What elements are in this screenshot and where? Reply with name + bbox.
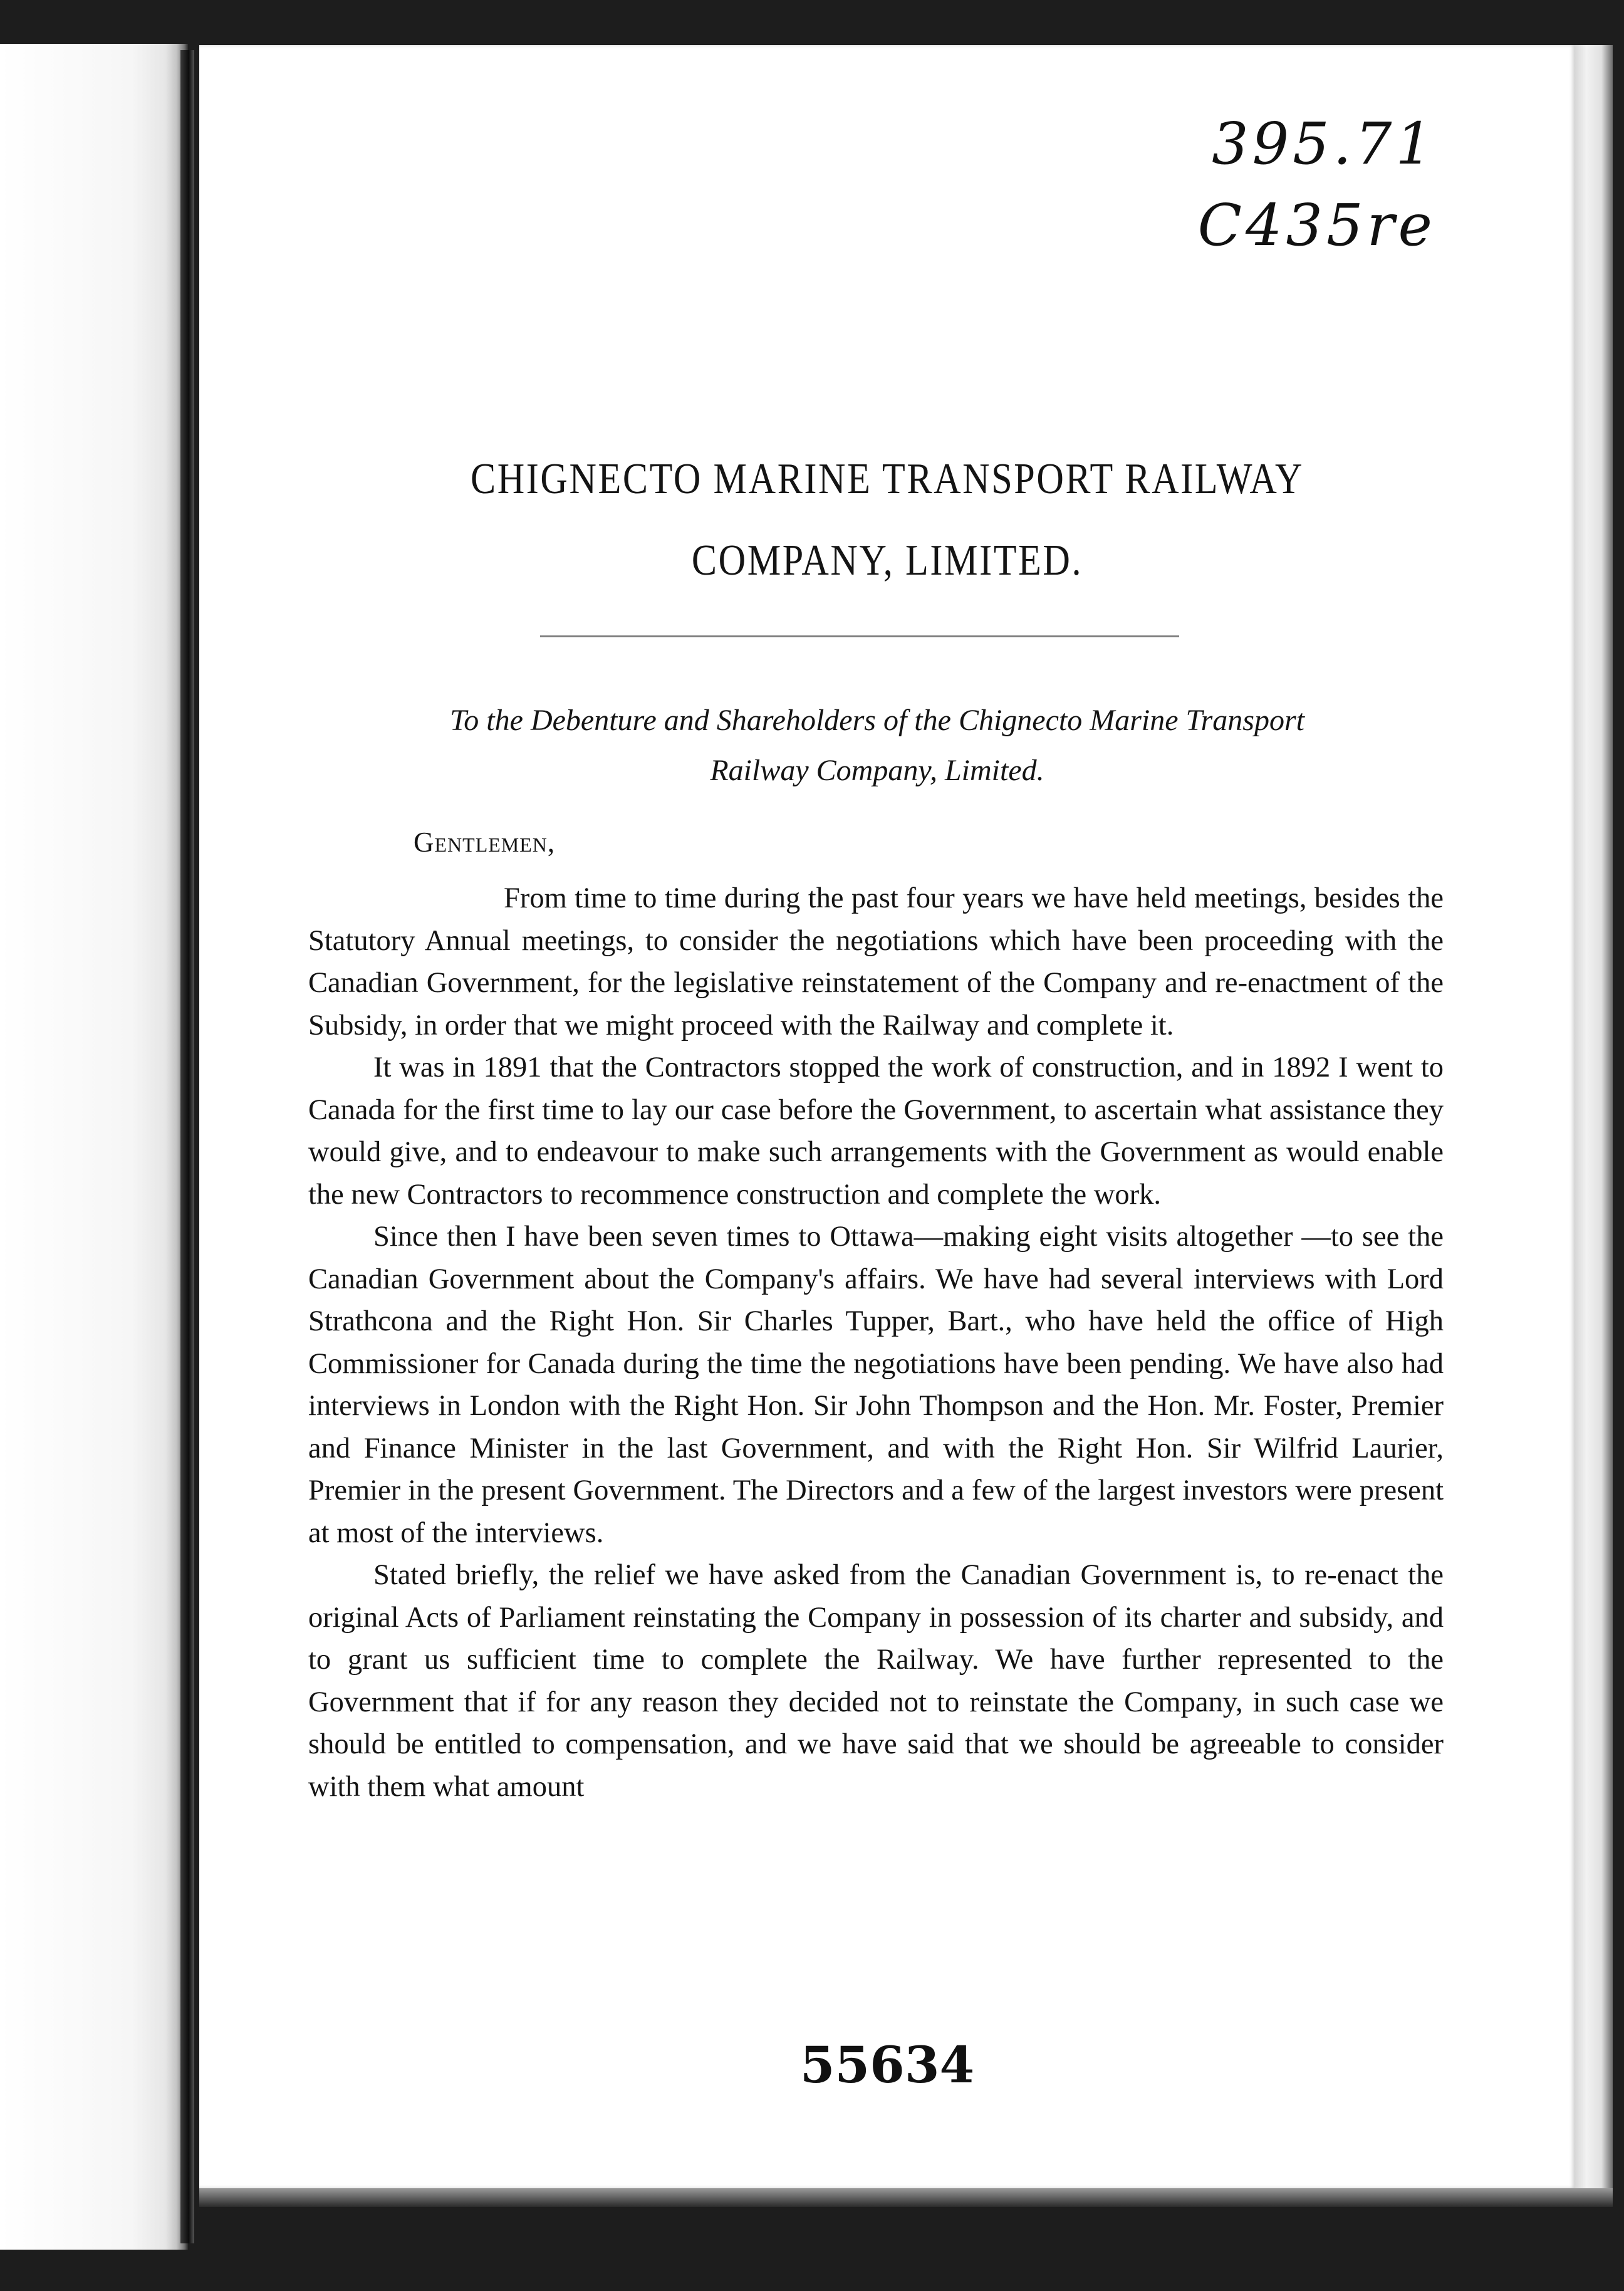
- binding-gutter: [180, 50, 194, 2243]
- title-line-1: CHIGNECTO MARINE TRANSPORT RAILWAY: [470, 455, 1304, 503]
- paragraph-3: Since then I have been seven times to Ottawa—making eight visits altogether —to see the Canadian Government about the Company's affairs. We have had several interviews with Lord Strathcona and the Right Hon. Sir Charles Tupper, Bart., who have held the office of High Commissioner for Canada during the time the negotiations have been pending. We have also had interviews in London with the Right Hon. Sir John Thompson and the Hon. Mr. Foster, Premier and Finance Minister in the last Government, and with the Right Hon. Sir Wilfrid Laurier, Premier in the present Government. The Directors and a few of the largest investors were present at most of the interviews.: [308, 1221, 1444, 1549]
- paragraph-4: Stated briefly, the relief we have asked from the Canadian Government is, to re-enact the original Acts of Parliament reinstating the Company in possession of its charter and subsidy, and to grant us sufficient time to complete the Railway. We have further represented to the Government that if for any reason they decided not to reinstate the Company, in such case we should be entitled to compensation, and we have said that we should be agreeable to consider with them what amount: [308, 1559, 1444, 1803]
- letter-body: [308, 877, 1444, 1808]
- paragraph-1: From time to time during the past four years we have held meetings, besides the Statutory Annual meetings, to consider the negotiations which have been proceeding with the Canadian Government, for the legislative reinstatement of the Company and re-enactment of the Subsidy, in order that we might proceed with the Railway and complete it.: [308, 882, 1444, 1041]
- catalogue-number: 55634: [799, 2035, 975, 2094]
- title-line-2: COMPANY, LIMITED.: [691, 536, 1083, 585]
- page-edge-right: [1575, 45, 1613, 2188]
- paragraph-2: It was in 1891 that the Contractors stopped the work of construction, and in 1892 I went to Canada for the first time to lay our case before the Government, to ascertain what assistance they would give, and to endeavour to make such arrangements with the Government as would enable the new Contractors to recommence construction and complete the work.: [308, 1052, 1444, 1211]
- document-title: [296, 439, 1479, 602]
- addressee-line-2: Railway Company, Limited.: [710, 754, 1044, 787]
- handwritten-shelfmark: [1173, 103, 1436, 266]
- facing-page-edge: [0, 44, 188, 2250]
- salutation: Gentlemen,: [414, 827, 556, 858]
- page-edge-bottom: [199, 2188, 1613, 2207]
- addressee: [263, 696, 1491, 796]
- shelfmark-line-1: 395.71: [1212, 110, 1436, 177]
- title-divider: [540, 635, 1179, 637]
- addressee-line-1: To the Debenture and Shareholders of the Chignecto Marine Transport: [450, 704, 1304, 737]
- shelfmark-line-2: C435re: [1197, 192, 1436, 259]
